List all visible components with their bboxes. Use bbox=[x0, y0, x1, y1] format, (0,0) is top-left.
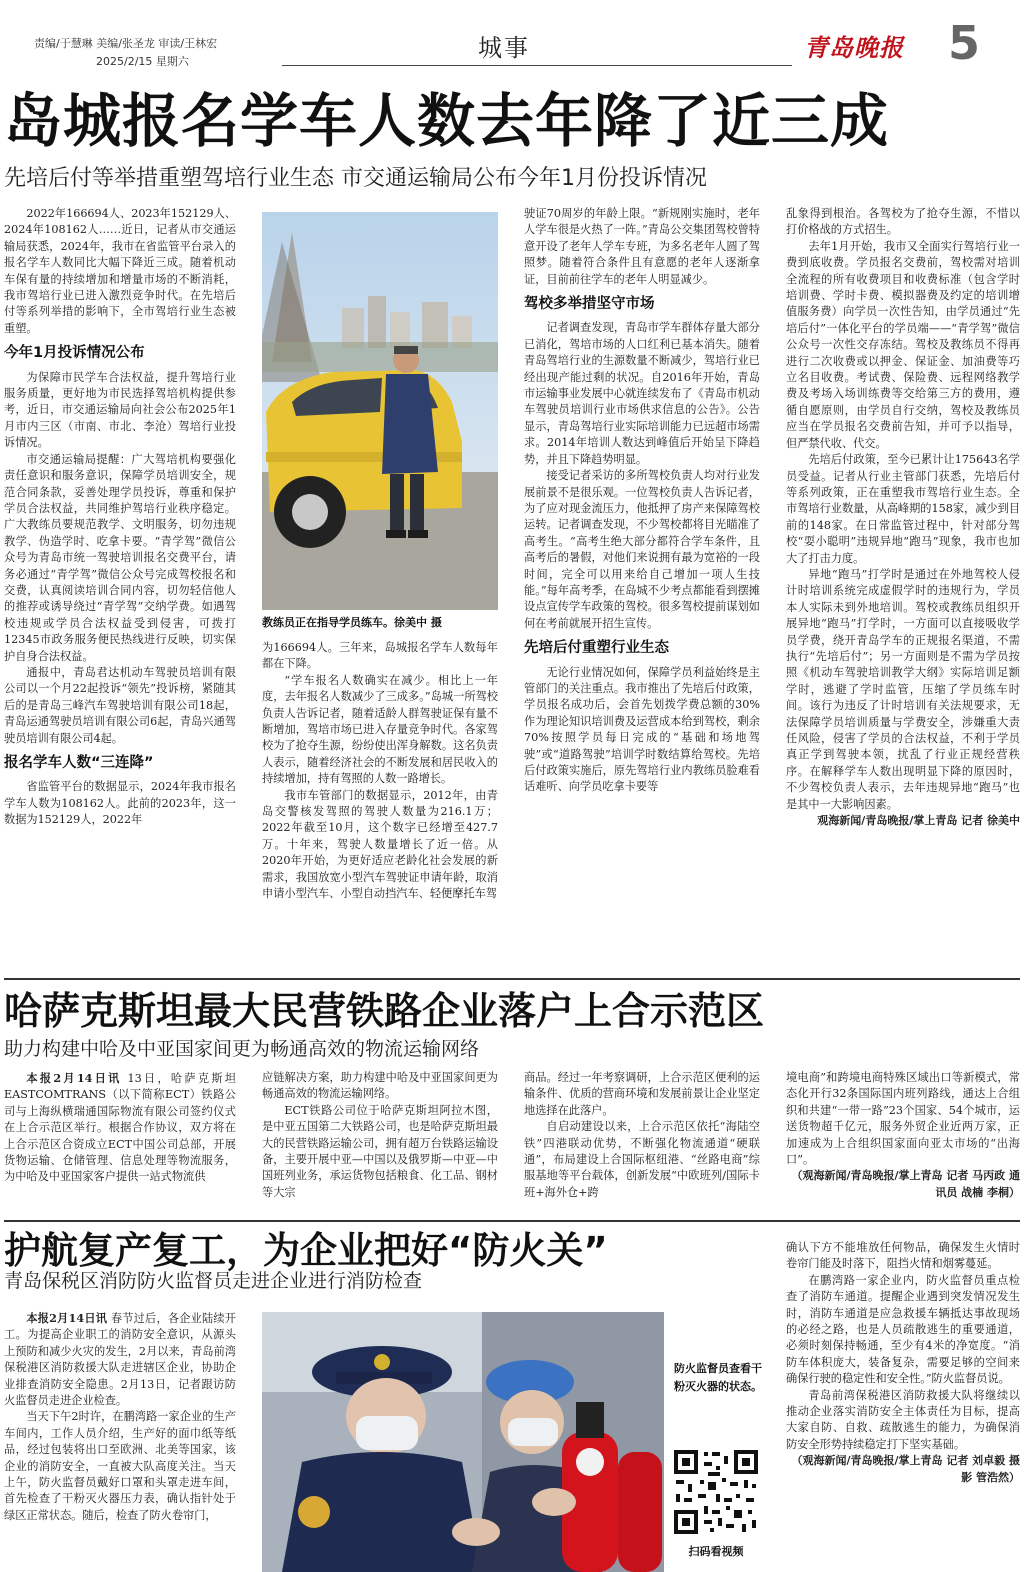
paragraph: 无论行业情况如何，保障学员利益始终是主管部门的关注重点。我市推出了先培后付政策，学员报名成功后，会首先划拨学费总额的30%作为理论知识培训费及运营成本给到驾校，剩余70%按照学员每日完成的“基础和场地驾驶”或“道路驾驶”培训学时数结算给驾校。先培后付政策实施后，原先驾培行业内教练员脸难看话难听、向学员吃拿卡要等 bbox=[524, 665, 760, 794]
story2-column-3 bbox=[524, 1070, 760, 1212]
paragraph: 去年1月开始，我市又全面实行驾培行业一费到底收费。学员报名交费前，驾校需对培训全流程的所有收费项目和收费标准（包含学时培训费、学时卡费、模拟器费及约定的培训增值服务费）向学员一次性告知，由学员通过“先培后付”一体化平台的学员端——“青学驾”微信公众号一次性交存冻结。驾校及教练员不得再进行二次收费或以押金、保证金、加油费等巧立名目收费。考试费、保险费、远程网络教学费及考场入场训练费等交给第三方的费用，遵循自愿原则，由学员自行交纳，驾校及教练员应当在学员报名交费前告知，并可予以指导，但严禁代收、代交。 bbox=[786, 239, 1020, 450]
paragraph: 当天下午2时许，在鹏湾路一家企业的生产车间内，工作人员介绍，生产好的面巾纸等纸品，经过包装将出口至欧洲、北美等国家，该企业的消防安全，一直被大队高度关注。当天上午，防火监督员戴好口罩和头罩走进车间，首先检查了干粉灭火器压力表，确认指针处于绿区正常状态。随后，检查了防火卷帘门， bbox=[4, 1410, 236, 1522]
story1-column-2 bbox=[262, 640, 498, 966]
paragraph: 接受记者采访的多所驾校负责人均对行业发展前景不是很乐观。一位驾校负责人告诉记者，为了应对现金流压力，他抵押了房产来保障驾校运转。记者调查发现，不少驾校都将目光瞄准了高考生。“高考生绝大部分都符合学车条件，且高考后的暑假，对他们来说拥有最为宽裕的一段时间，完全可以用来给自己增加一项人生技能。”每年高考季，在岛城不少考点都能看到摆摊设点宣传学车政策的驾校。很多驾校提前谋划如何在考前就展开招生宣传。 bbox=[524, 469, 760, 630]
section-name: 城事 bbox=[478, 34, 530, 62]
subhead-train-first-pay-later: 先培后付重塑行业生态 bbox=[524, 640, 669, 657]
story1-intro: 2022年166694人、2023年152129人、2024年108162人……近日，记者从市交通运输局获悉，2024年，我市在省监管平台录入的报名学车人数同比大幅下降近三成。随着机动车保有量的持续增加和增量市场的不断消耗，我市驾培行业已进入激烈竞争时代。在先培后付等系列举措的影响下，全市驾培行业生态被重塑。 bbox=[4, 207, 236, 335]
page-number: 5 bbox=[948, 16, 981, 70]
paragraph: 青岛前湾保税港区消防救援大队将继续以推动企业落实消防安全主体责任为目标，提高大家自防、自救、疏散逃生的能力，为确保消防安全形势持续稳定打下坚实基础。 bbox=[786, 1388, 1020, 1451]
paragraph: 市交通运输局提醒：广大驾培机构要强化责任意识和服务意识，保障学员培训安全，规范合同条款，妥善处理学员投诉，尊重和保护学员合法权益，共同维护驾培行业秩序稳定。广大教练员要规范教学、文明服务，切勿违规教学、伪造学时、吃拿卡要。“青学驾”微信公众号为青岛市统一驾驶培训报名交费平台，请务必通过“青学驾”微信公众号完成驾校报名和交费，认真阅读培训合同内容，切勿轻信他人的推荐或诱导绕过“青学驾”交纳学费。如遇驾校违规或学员合法权益受到侵害，可拨打12345市政务服务便民热线进行反映，切实保护自身合法权益。 bbox=[4, 452, 236, 663]
story-divider bbox=[4, 1220, 1020, 1222]
paragraph: 记者调查发现，青岛市学车群体存量大部分已消化，驾培市场的人口红利已基本消失。随着青岛驾培行业的生源数量不断减少，驾培行业已经出现产能过剩的状况。自2016年开始，青岛市运输事业发展中心就连续发布了《青岛市机动车驾驶员培训行业市场供求信息的公告》。公告显示，青岛驾培行业实际培训能力已远超市场需求。2014年培训人数达到峰值后开始呈下降趋势，并且下降趋势明显。 bbox=[524, 321, 760, 466]
fire-inspection-photo bbox=[262, 1312, 664, 1572]
story3-headline: 护航复产复工，为企业把好“防火关” bbox=[4, 1229, 608, 1272]
story2-byline: （观海新闻/青岛晚报/掌上青岛 记者 马丙政 通讯员 战楠 李桐） bbox=[791, 1169, 1020, 1199]
story2-dateline: 本报2月14日讯 bbox=[26, 1071, 122, 1085]
story2-headline: 哈萨克斯坦最大民营铁路企业落户上合示范区 bbox=[4, 989, 765, 1033]
story1-subheadline: 先培后付等举措重塑驾培行业生态 市交通运输局公布今年1月份投诉情况 bbox=[4, 166, 707, 191]
paragraph: 13日，哈萨克斯坦EASTCOMTRANS（以下简称ECT）铁路公司与上海纵横瑞通国际物流有限公司签约仪式在上合示范区举行。根据合作协议，双方将在上合示范区合资成立ECT中国公司总部，开展货物运输、仓储管理、信息处理等物流服务，为中哈及中亚国家客户提供一站式物流供 bbox=[4, 1072, 236, 1184]
paragraph: 春节过后，各企业陆续开工。为提高企业职工的消防安全意识，从源头上预防和减少火灾的发生，2月以来，青岛前湾保税港区消防救援大队走进辖区企业，协助企业排查消防安全隐患。2月13日，记者跟访防火监督员走进企业检查。 bbox=[4, 1312, 236, 1408]
photo1-caption: 教练员正在指导学员练车。徐美中 摄 bbox=[262, 616, 442, 629]
qr-code-icon[interactable] bbox=[672, 1448, 760, 1536]
paragraph: “学车报名人数确实在减少。相比上一年度，去年报名人数减少了三成多。”岛城一所驾校负责人告诉记者，随着适龄人群驾驶证保有量不断增加，驾培市场已进入存量竞争时代。各家驾校为了抢夺生源，纷纷使出浑身解数。这名负责人表示，随着经济社会的不断发展和居民收入的持续增加，持有驾照的人数一路增长。 bbox=[262, 673, 498, 786]
subhead-driving-schools: 驾校多举措坚守市场 bbox=[524, 296, 655, 313]
story1-byline: 观海新闻/青岛晚报/掌上青岛 记者 徐美中 bbox=[817, 814, 1020, 828]
issue-date: 2025/2/15 星期六 bbox=[96, 55, 189, 68]
header-rule bbox=[282, 65, 792, 66]
story1-column-1 bbox=[4, 206, 236, 966]
story3-byline: （观海新闻/青岛晚报/掌上青岛 记者 刘卓毅 摄影 管浩然） bbox=[791, 1454, 1020, 1484]
story2-column-1 bbox=[4, 1070, 236, 1212]
driving-lesson-photo bbox=[262, 212, 498, 610]
paragraph: 我市车管部门的数据显示，2012年，由青岛交警核发驾照的驾驶人数量为216.1万；2022年截至10月，这个数字已经增至427.7万。十年来，驾驶人数量增长了近一倍。从2020年开始，为更好适应老龄化社会发展的新需求，我国放宽小型汽车驾驶证申请年龄，取消申请小型汽车、小型自动挡汽车、轻便摩托车驾 bbox=[262, 788, 498, 901]
driving-lesson-illustration bbox=[262, 212, 498, 610]
story2-column-2 bbox=[262, 1070, 498, 1212]
paragraph: 自启动建设以来，上合示范区依托“海陆空铁”四港联动优势，不断强化物流通道“硬联通”，布局建设上合国际枢纽港、“丝路电商”综服基地等平台载体，创新发展“中欧班列/国际卡班+海外仓+跨 bbox=[524, 1120, 760, 1199]
paragraph: 异地“跑马”打学时是通过在外地驾校人侵计时培训系统完成虚假学时的违规行为，学员本人实际未到外地培训。驾校或教练员组织开展异地“跑马”打学时，一方面可以直接吸收学员学费，绕开青岛学车的正规报名渠道，不需执行“先培后付”；另一方面则是不需为学员按照《机动车驾驶培训教学大纲》实际培训足额学时，逃避了学时监管，压缩了学员练车时间。该行为违反了计时培训有关法规要求，无法保障学员培训质量与学费安全，涉嫌重大责任风险，侵害了学员的合法权益，不利于学员真正学到驾驶本领，扰乱了行业正规经营秩序。在解释学车人数出现明显下降的原因时，不少驾校负责人表示，去年违规异地“跑马”也是其中一大影响因素。 bbox=[786, 567, 1020, 811]
paragraph: 商品。经过一年考察调研，上合示范区便利的运输条件、优质的营商环境和发展前景让企业坚定地选择在此落户。 bbox=[524, 1071, 760, 1117]
paragraph: 为保障市民学车合法权益，提升驾培行业服务质量，更好地为市民选择驾培机构提供参考，近日，市交通运输局向社会公布2025年1月市内三区（市南、市北、李沧）驾培行业投诉情况。 bbox=[4, 370, 236, 450]
subhead-three-declines: 报名学车人数“三连降” bbox=[4, 755, 154, 771]
paragraph: ECT铁路公司位于哈萨克斯坦阿拉木图，是中亚五国第二大铁路公司，也是哈萨克斯坦最大的民营铁路运输公司，拥有超万台铁路运输设备，主要开展中亚—中国以及俄罗斯—中亚—中国班列业务，承运货物包括粮食、化工品、钢材等大宗 bbox=[262, 1103, 498, 1199]
story-divider bbox=[4, 978, 1020, 980]
paragraph: 在鹏湾路一家企业内，防火监督员重点检查了消防车通道。提醒企业遇到突发情况发生时，消防车通道是应急救援车辆抵达事故现场的必经之路，也是人员疏散逃生的重要通道，必须时刻保持畅通，至少有4米的净宽度。“消防车体积庞大，装备复杂，需要足够的空间来确保行驶的稳定性和安全性。”防火监督员说。 bbox=[786, 1273, 1020, 1386]
qr-code-graphic bbox=[672, 1448, 760, 1536]
paragraph: 境电商”和跨境电商特殊区域出口等新模式，常态化开行32条国际国内班列路线，通达上合组织和共建“一带一路”23个国家、54个城市，运送货物超千亿元，服务外贸企业近两万家，正加速成为上合组织国家面向亚太市场的“出海口”。 bbox=[786, 1071, 1020, 1167]
paragraph: 先培后付政策，至今已累计让175643名学员受益。记者从行业主管部门获悉，先培后付等系列政策，正在重塑我市驾培行业生态。全市驾培行业数量，从高峰期的158家，减少到目前的148家。在日常监管过程中，针对部分驾校“耍小聪明”违规异地“跑马”现象，我市也加大了打击力度。 bbox=[786, 453, 1020, 565]
story3-column-4 bbox=[786, 1240, 1020, 1568]
paragraph: 省监管平台的数据显示，2024年我市报名学车人数为108162人。此前的2023年，这一数据为152129人，2022年 bbox=[4, 780, 236, 827]
paragraph: 为166694人。三年来，岛城报名学车人数每年都在下降。 bbox=[262, 641, 498, 671]
story2-column-4 bbox=[786, 1070, 1020, 1212]
story1-column-4 bbox=[786, 206, 1020, 966]
editors-line: 责编/于慧琳 美编/张圣龙 审读/王林宏 bbox=[34, 37, 218, 50]
story3-column-1 bbox=[4, 1310, 236, 1566]
story1-headline: 岛城报名学车人数去年降了近三成 bbox=[4, 87, 890, 155]
paragraph: 确认下方不能堆放任何物品，确保发生火情时卷帘门能及时落下，阻挡火情和烟雾蔓延。 bbox=[786, 1241, 1020, 1271]
photo3-caption: 防火监督员查看干粉灭火器的状态。 bbox=[674, 1362, 762, 1393]
paragraph: 乱象得到根治。各驾校为了抢夺生源，不惜以打价格战的方式招生。 bbox=[786, 207, 1020, 237]
subhead-january-complaints: 今年1月投诉情况公布 bbox=[4, 345, 145, 362]
newspaper-brand: 青岛晚报 bbox=[804, 33, 904, 62]
story1-column-3 bbox=[524, 206, 760, 966]
paragraph: 应链解决方案，助力构建中哈及中亚国家间更为畅通高效的物流运输网络。 bbox=[262, 1071, 498, 1101]
qr-scan-label: 扫码看视频 bbox=[688, 1545, 744, 1558]
paragraph: 驶证70周岁的年龄上限。“新规刚实施时，老年人学车很是火热了一阵。”青岛公交集团驾校曾特意开设了老年人学车专班，为多名老年人圆了驾照梦。随着符合条件且有意愿的老年人逐渐拿证，目前前往学车的老年人明显减少。 bbox=[524, 207, 760, 286]
paragraph: 通报中，青岛君达机动车驾驶员培训有限公司以一个月22起投诉“领先”投诉榜，紧随其后的是青岛三峰汽车驾驶培训有限公司18起，青岛运通驾驶员培训有限公司6起，青岛兴通驾驶员培训有限公司4起。 bbox=[4, 665, 236, 745]
story2-subheadline: 助力构建中哈及中亚国家间更为畅通高效的物流运输网络 bbox=[4, 1038, 480, 1060]
fire-inspection-illustration bbox=[262, 1312, 664, 1572]
story3-subheadline: 青岛保税区消防防火监督员走进企业进行消防检查 bbox=[4, 1270, 423, 1292]
story3-dateline: 本报2月14日讯 bbox=[26, 1311, 108, 1325]
